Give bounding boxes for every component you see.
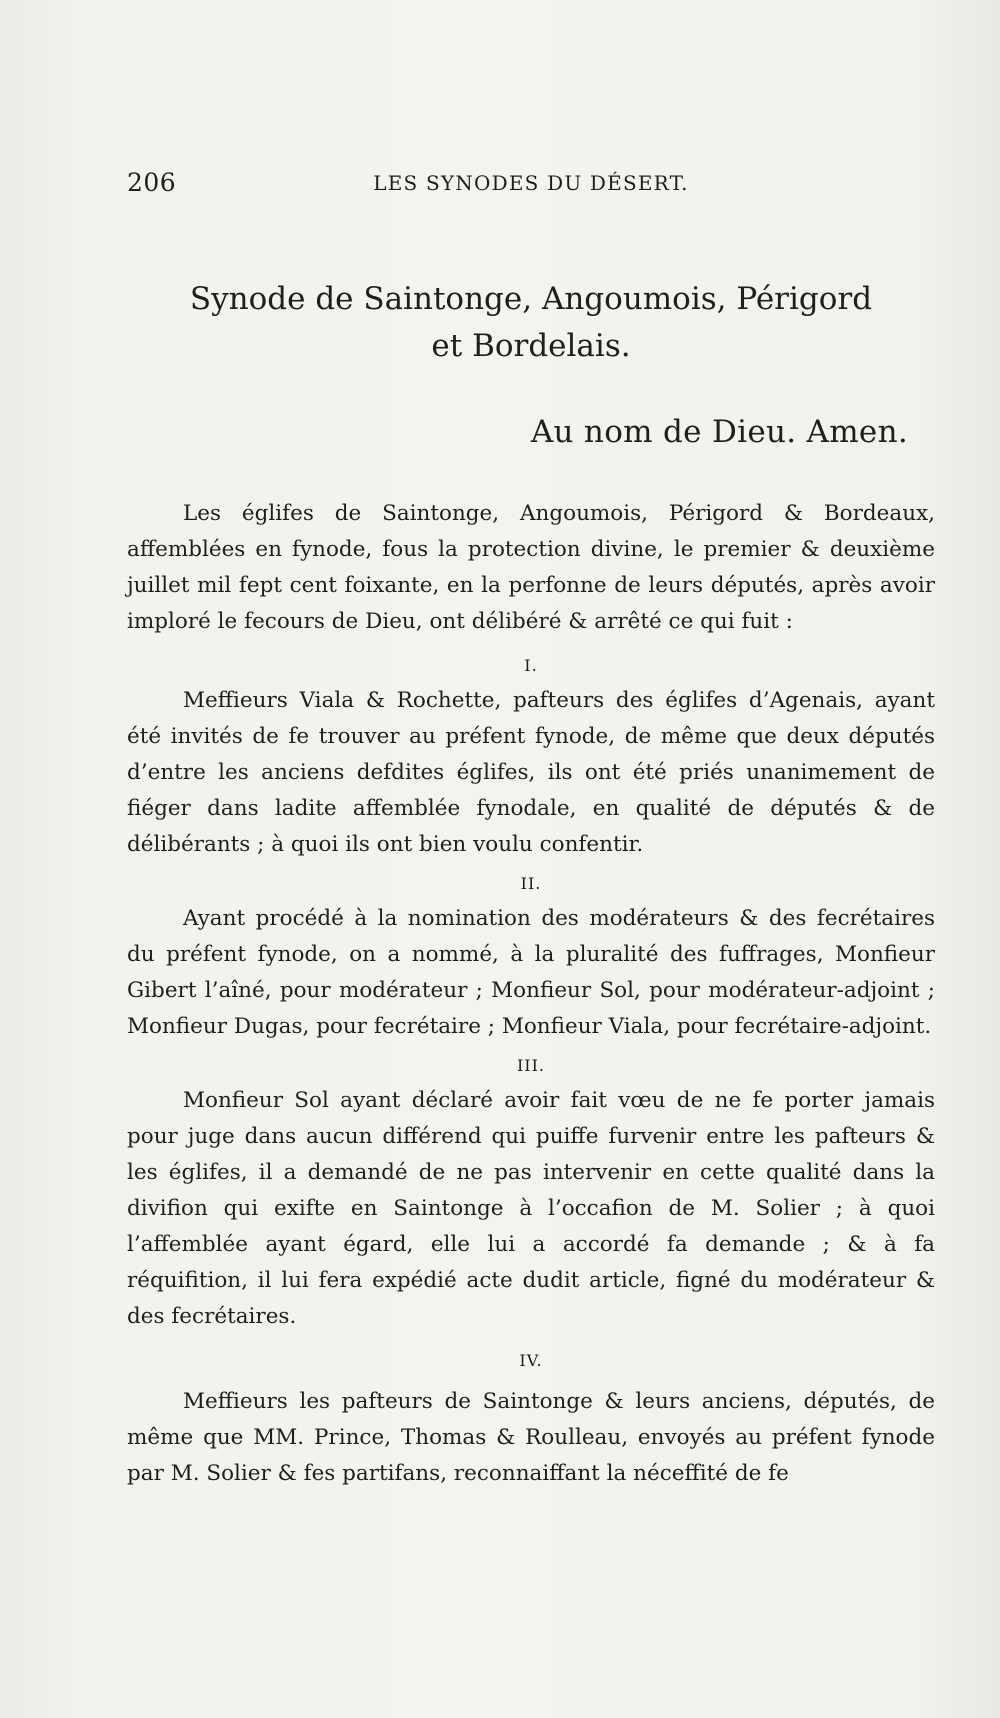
article-paragraph: Meffieurs Viala & Rochette, pafteurs des églifes d’Agenais, ayant été invités de fe trouver au préfent fynode, de même que deux députés d’entre les anciens defdites églifes, ils ont été priés unanimement de fiéger dans ladite affemblée fynodale, en qualité de députés & de délibérants ; à quoi ils ont bien voulu confentir.: [127, 688, 935, 857]
body-text: [127, 496, 935, 1492]
synod-title: [127, 276, 935, 370]
article-number: II.: [520, 874, 542, 893]
synod-title-line-2: et Bordelais.: [431, 328, 631, 364]
running-head: [127, 168, 935, 202]
invocation: Au nom de Dieu. Amen.: [530, 414, 908, 450]
preamble-paragraph: Les églifes de Saintonge, Angoumois, Périgord & Bordeaux, affemblées en fynode, fous la protection divine, le premier & deuxième juillet mil fept cent foixante, en la perfonne de leurs députés, après avoir imploré le fecours de Dieu, ont délibéré & arrêté ce qui fuit :: [127, 501, 935, 634]
article-number: I.: [524, 656, 538, 675]
article-paragraph: Monfieur Sol ayant déclaré avoir fait vœu de ne fe porter jamais pour juge dans aucun différend qui puiffe furvenir entre les pafteurs & les églifes, il a demandé de ne pas intervenir en cette qualité dans la divifion qui exifte en Saintonge à l’occafion de M. Solier ; à quoi l’affemblée ayant égard, elle lui a accordé fa demande ; & à fa réquifition, il lui fera expédié acte dudit article, figné du modérateur & des fecrétaires.: [127, 1088, 935, 1329]
article-paragraph: Ayant procédé à la nomination des modérateurs & des fecrétaires du préfent fynode, on a nommé, à la pluralité des fuffrages, Monfieur Gibert l’aîné, pour modérateur ; Monfieur Sol, pour modérateur-adjoint ; Monfieur Dugas, pour fecrétaire ; Monfieur Viala, pour fecrétaire-adjoint.: [127, 906, 935, 1039]
synod-title-line-1: Synode de Saintonge, Angoumois, Périgord: [189, 281, 873, 317]
running-title: LES SYNODES DU DÉSERT.: [373, 171, 689, 195]
article-paragraph: Meffieurs les pafteurs de Saintonge & leurs anciens, députés, de même que MM. Prince, Thomas & Roulleau, envoyés au préfent fynode par M. Solier & fes partifans, reconnaiffant la néceffité de fe: [127, 1389, 935, 1486]
article-number: III.: [516, 1056, 546, 1075]
page-number: 206: [127, 168, 177, 197]
article-number: IV.: [519, 1351, 543, 1370]
